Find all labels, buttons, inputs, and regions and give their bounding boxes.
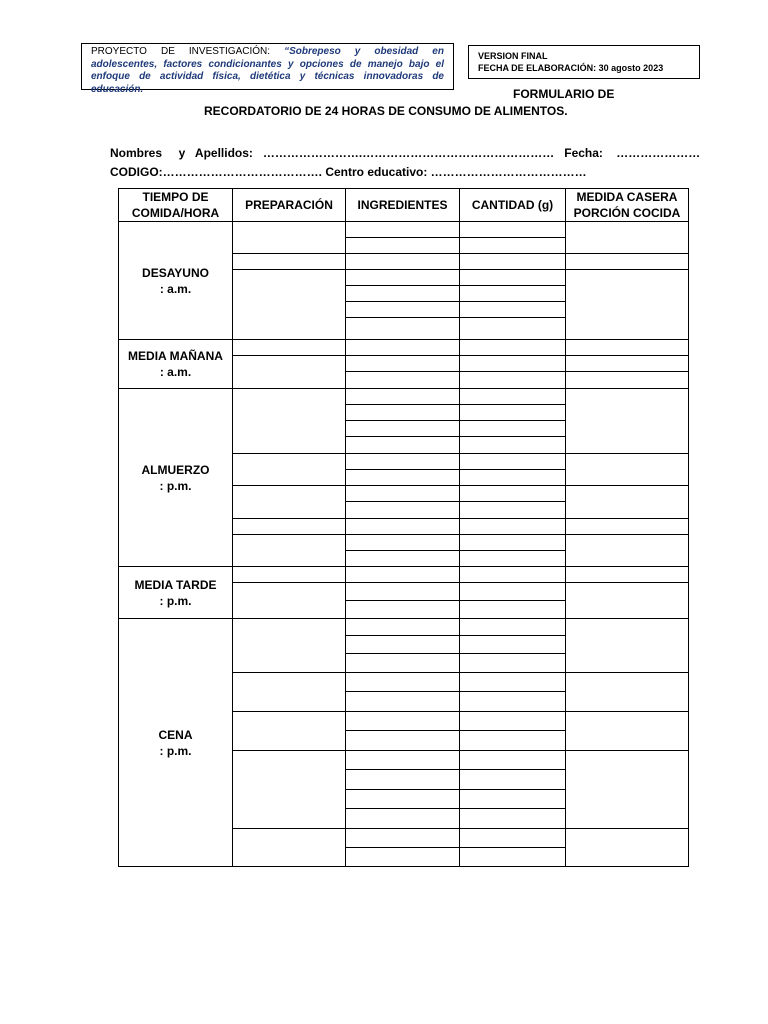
name-date-fields: Nombres y Apellidos: …………………….………………………………………… Fecha: ………………… <box>110 146 701 160</box>
ingredient-cell[interactable] <box>346 692 460 712</box>
ingredient-cell[interactable] <box>346 583 460 601</box>
ingredient-cell[interactable] <box>346 486 460 502</box>
form-heading-line-1: FORMULARIO DE <box>513 87 615 101</box>
quantity-cell[interactable] <box>460 389 566 405</box>
quantity-cell[interactable] <box>460 454 566 470</box>
quantity-cell[interactable] <box>460 809 566 829</box>
quantity-cell[interactable] <box>460 673 566 692</box>
table-row <box>119 389 689 405</box>
meal-name: MEDIA MAÑANA <box>128 349 223 363</box>
meal-cell-mid-morning <box>119 340 233 389</box>
preparation-cell[interactable] <box>233 673 346 712</box>
meal-cell-afternoon <box>119 567 233 619</box>
quantity-cell[interactable] <box>460 636 566 654</box>
measure-cell[interactable] <box>566 389 689 454</box>
ingredient-cell[interactable] <box>346 437 460 454</box>
preparation-cell[interactable] <box>233 356 346 389</box>
preparation-cell[interactable] <box>233 535 346 567</box>
preparation-cell[interactable] <box>233 222 346 254</box>
measure-cell[interactable] <box>566 673 689 712</box>
meal-name: DESAYUNO <box>142 265 209 280</box>
quantity-cell[interactable] <box>460 437 566 454</box>
quantity-cell[interactable] <box>460 222 566 238</box>
quantity-cell[interactable] <box>460 551 566 567</box>
meal-cell-breakfast <box>119 222 233 340</box>
meal-name: MEDIA TARDE <box>134 577 217 592</box>
quantity-cell[interactable] <box>460 486 566 502</box>
ingredient-cell[interactable] <box>346 254 460 270</box>
quantity-cell[interactable] <box>460 502 566 519</box>
measure-cell[interactable] <box>566 619 689 673</box>
ingredient-cell[interactable] <box>346 712 460 731</box>
quantity-cell[interactable] <box>460 601 566 619</box>
preparation-cell[interactable] <box>233 486 346 519</box>
measure-cell[interactable] <box>566 535 689 567</box>
quantity-cell[interactable] <box>460 731 566 751</box>
quantity-cell[interactable] <box>460 318 566 340</box>
meal-cell-dinner <box>119 619 233 867</box>
ingredient-cell[interactable] <box>346 535 460 551</box>
preparation-cell[interactable] <box>233 829 346 867</box>
quantity-cell[interactable] <box>460 405 566 421</box>
ingredient-cell[interactable] <box>346 372 460 389</box>
quantity-cell[interactable] <box>460 770 566 790</box>
measure-cell[interactable] <box>566 270 689 340</box>
ingredient-cell[interactable] <box>346 619 460 636</box>
ingredient-cell[interactable] <box>346 286 460 302</box>
measure-cell[interactable] <box>566 340 689 356</box>
measure-cell[interactable] <box>566 356 689 372</box>
ingredient-cell[interactable] <box>346 405 460 421</box>
preparation-cell[interactable] <box>233 619 346 673</box>
quantity-cell[interactable] <box>460 372 566 389</box>
ingredient-cell[interactable] <box>346 673 460 692</box>
ingredient-cell[interactable] <box>346 318 460 340</box>
ingredient-cell[interactable] <box>346 340 460 356</box>
meal-hour: : a.m. <box>159 281 192 296</box>
preparation-cell[interactable] <box>233 340 346 356</box>
meal-hour: : p.m. <box>159 478 192 493</box>
ingredient-cell[interactable] <box>346 654 460 673</box>
quantity-cell[interactable] <box>460 421 566 437</box>
measure-cell[interactable] <box>566 583 689 619</box>
quantity-cell[interactable] <box>460 519 566 535</box>
project-label: PROYECTO DE INVESTIGACIÓN: <box>91 46 285 57</box>
quantity-cell[interactable] <box>460 583 566 601</box>
meal-hour: : p.m. <box>159 593 192 608</box>
ingredient-cell[interactable] <box>346 601 460 619</box>
preparation-cell[interactable] <box>233 519 346 535</box>
quantity-cell[interactable] <box>460 286 566 302</box>
quantity-cell[interactable] <box>460 302 566 318</box>
ingredient-cell[interactable] <box>346 829 460 848</box>
measure-cell[interactable] <box>566 254 689 270</box>
version-label: VERSION FINAL <box>478 51 548 61</box>
ingredient-cell[interactable] <box>346 356 460 372</box>
preparation-cell[interactable] <box>233 454 346 486</box>
quantity-cell[interactable] <box>460 619 566 636</box>
quantity-cell[interactable] <box>460 848 566 867</box>
project-title: “Sobrepeso y obesidad en adolescentes, factores condicionantes y opciones de manejo bajo el enfoque de actividad física, dietética y técnicas innovadoras de educación. <box>91 46 444 96</box>
ingredient-cell[interactable] <box>346 848 460 867</box>
ingredient-cell[interactable] <box>346 790 460 809</box>
ingredient-cell[interactable] <box>346 809 460 829</box>
ingredient-cell[interactable] <box>346 389 460 405</box>
measure-cell[interactable] <box>566 829 689 867</box>
table-row <box>119 567 689 583</box>
ingredient-cell[interactable] <box>346 454 460 470</box>
quantity-cell[interactable] <box>460 790 566 809</box>
ingredient-cell[interactable] <box>346 270 460 286</box>
preparation-cell[interactable] <box>233 712 346 751</box>
ingredient-cell[interactable] <box>346 470 460 486</box>
preparation-cell[interactable] <box>233 567 346 583</box>
table-row <box>119 340 689 356</box>
ingredient-cell[interactable] <box>346 636 460 654</box>
code-school-fields: CODIGO:…………………………………. Centro educativo: ………………………………… <box>110 165 587 179</box>
measure-cell[interactable] <box>566 486 689 519</box>
ingredient-cell[interactable] <box>346 421 460 437</box>
ingredient-cell[interactable] <box>346 770 460 790</box>
meal-hour: : p.m. <box>159 743 192 758</box>
meal-hour: : a.m. <box>159 365 192 379</box>
quantity-cell[interactable] <box>460 535 566 551</box>
header-preparation: PREPARACIÓN <box>233 189 346 222</box>
ingredient-cell[interactable] <box>346 222 460 238</box>
ingredient-cell[interactable] <box>346 238 460 254</box>
measure-cell[interactable] <box>566 372 689 389</box>
preparation-cell[interactable] <box>233 751 346 829</box>
quantity-cell[interactable] <box>460 751 566 770</box>
header-ingredients: INGREDIENTES <box>346 189 460 222</box>
meal-cell-lunch <box>119 389 233 567</box>
measure-cell[interactable] <box>566 567 689 583</box>
form-heading-line-2: RECORDATORIO DE 24 HORAS DE CONSUMO DE ALIMENTOS. <box>204 104 568 118</box>
quantity-cell[interactable] <box>460 712 566 731</box>
elaboration-date: FECHA DE ELABORACIÓN: 30 agosto 2023 <box>478 63 664 73</box>
table-header-row <box>119 189 689 222</box>
measure-cell[interactable] <box>566 454 689 486</box>
meal-name: ALMUERZO <box>141 462 210 477</box>
ingredient-cell[interactable] <box>346 567 460 583</box>
quantity-cell[interactable] <box>460 270 566 286</box>
table-row <box>119 619 689 636</box>
measure-cell[interactable] <box>566 519 689 535</box>
meal-name: CENA <box>158 727 193 742</box>
ingredient-cell[interactable] <box>346 551 460 567</box>
preparation-cell[interactable] <box>233 389 346 454</box>
measure-cell[interactable] <box>566 222 689 254</box>
header-time: TIEMPO DE COMIDA/HORA <box>119 189 233 222</box>
quantity-cell[interactable] <box>460 692 566 712</box>
food-recall-table <box>118 188 689 867</box>
ingredient-cell[interactable] <box>346 519 460 535</box>
quantity-cell[interactable] <box>460 654 566 673</box>
ingredient-cell[interactable] <box>346 302 460 318</box>
quantity-cell[interactable] <box>460 567 566 583</box>
header-quantity: CANTIDAD (g) <box>460 189 566 222</box>
measure-cell[interactable] <box>566 751 689 829</box>
version-box <box>468 45 700 79</box>
table-row <box>119 222 689 238</box>
ingredient-cell[interactable] <box>346 751 460 770</box>
ingredient-cell[interactable] <box>346 731 460 751</box>
quantity-cell[interactable] <box>460 238 566 254</box>
quantity-cell[interactable] <box>460 254 566 270</box>
header-measure: MEDIDA CASERA PORCIÓN COCIDA <box>566 189 689 222</box>
preparation-cell[interactable] <box>233 254 346 270</box>
measure-cell[interactable] <box>566 712 689 751</box>
quantity-cell[interactable] <box>460 470 566 486</box>
quantity-cell[interactable] <box>460 356 566 372</box>
preparation-cell[interactable] <box>233 583 346 619</box>
ingredient-cell[interactable] <box>346 502 460 519</box>
preparation-cell[interactable] <box>233 270 346 340</box>
project-box <box>81 43 454 96</box>
quantity-cell[interactable] <box>460 829 566 848</box>
quantity-cell[interactable] <box>460 340 566 356</box>
